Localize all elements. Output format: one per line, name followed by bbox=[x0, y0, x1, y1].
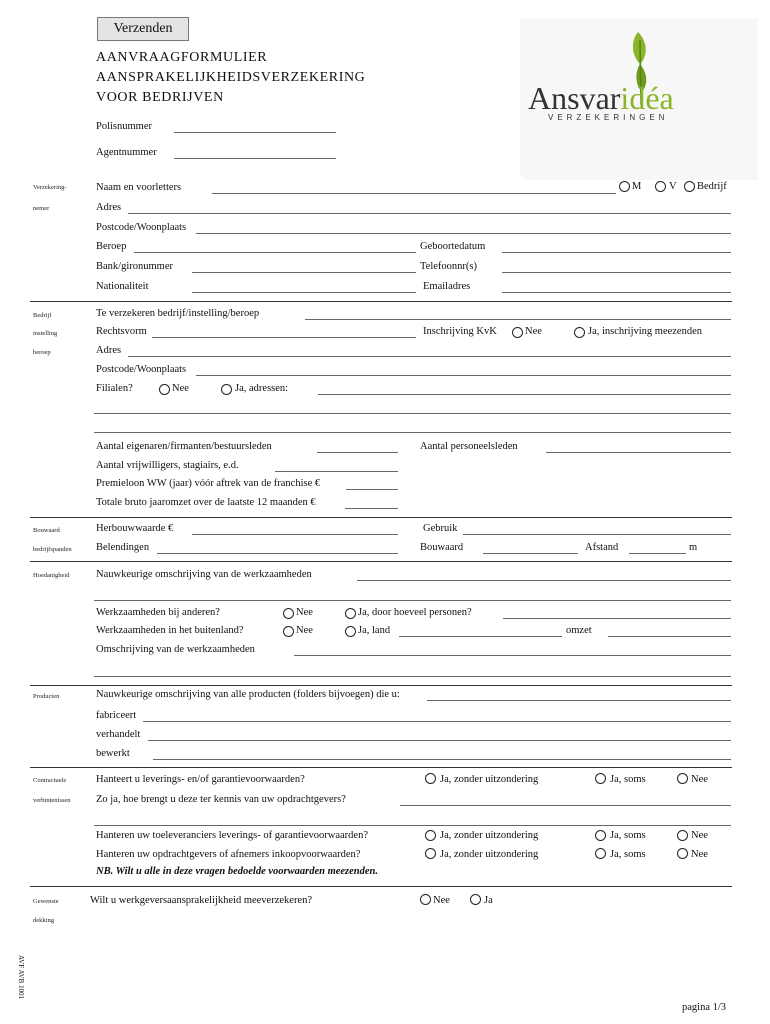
voorwaarden-q3-label: Hanteren uw toeleveranciers leverings- of garantievoorwaarden? bbox=[96, 830, 368, 841]
q1-soms-label: Ja, soms bbox=[610, 774, 646, 785]
q1-nee-radio[interactable] bbox=[677, 773, 688, 784]
q1-soms-radio[interactable] bbox=[595, 773, 606, 784]
gender-v-label: V bbox=[669, 181, 677, 192]
bouwaard-input[interactable] bbox=[483, 553, 578, 554]
nationaliteit-label: Nationaliteit bbox=[96, 281, 149, 292]
geboortedatum-label: Geboortedatum bbox=[420, 241, 486, 252]
gender-v-radio[interactable] bbox=[655, 181, 666, 192]
side-label: verbintenissen bbox=[33, 797, 71, 804]
rechtsvorm-label: Rechtsvorm bbox=[96, 326, 147, 337]
kvk-nee-radio[interactable] bbox=[512, 327, 523, 338]
side-label: nemer bbox=[33, 205, 50, 212]
premieloon-input[interactable] bbox=[346, 489, 398, 490]
jaaromzet-label: Totale bruto jaaromzet over de laatste 12 maanden € bbox=[96, 497, 316, 508]
naam-label: Naam en voorletters bbox=[96, 182, 182, 193]
gebruik-label: Gebruik bbox=[423, 523, 458, 534]
voorwaarden-q4-label: Hanteren uw opdrachtgevers of afnemers inkoopvoorwaarden? bbox=[96, 849, 361, 860]
form-title-line-1: AANVRAAGFORMULIER bbox=[96, 50, 268, 65]
side-label: Bouwaard bbox=[33, 527, 60, 534]
kvk-nee-label: Nee bbox=[525, 326, 542, 337]
producten-bewerkt-input[interactable] bbox=[153, 759, 731, 760]
gender-m-radio[interactable] bbox=[619, 181, 630, 192]
telefoon-label: Telefoonnr(s) bbox=[420, 261, 477, 272]
q1-nee-label: Nee bbox=[691, 774, 708, 785]
naam-input[interactable] bbox=[212, 193, 616, 194]
q3-nee-radio[interactable] bbox=[677, 830, 688, 841]
bank-label: Bank/gironummer bbox=[96, 261, 173, 272]
q4-soms-radio[interactable] bbox=[595, 848, 606, 859]
side-label: Gewenste bbox=[33, 898, 59, 905]
section-divider bbox=[30, 886, 732, 887]
te-verzekeren-label: Te verzekeren bedrijf/instelling/beroep bbox=[96, 308, 260, 319]
kvk-label: Inschrijving KvK bbox=[423, 326, 497, 337]
side-label: Verzekering- bbox=[33, 184, 67, 191]
q3-zonder-uitzondering-radio[interactable] bbox=[425, 830, 436, 841]
producten-fabriceert-label: fabriceert bbox=[96, 710, 137, 721]
kvk-ja-label: Ja, inschrijving meezenden bbox=[588, 326, 703, 337]
adres-input[interactable] bbox=[128, 213, 731, 214]
eigenaren-label: Aantal eigenaren/firmanten/bestuursleden bbox=[96, 441, 272, 452]
section-divider bbox=[30, 767, 732, 768]
rechtsvorm-input[interactable] bbox=[152, 337, 416, 338]
voorwaarden-q2-label: Zo ja, hoe brengt u deze ter kennis van uw opdrachtgevers? bbox=[96, 794, 346, 805]
voorwaarden-note: NB. Wilt u alle in deze vragen bedoelde voorwaarden meezenden. bbox=[96, 866, 379, 877]
filialen-ja-radio[interactable] bbox=[221, 384, 232, 395]
beroep-input[interactable] bbox=[134, 252, 416, 253]
bij-anderen-label: Werkzaamheden bij anderen? bbox=[96, 607, 220, 618]
logo-brand-accent: idéa bbox=[620, 80, 674, 116]
werkgevers-nee-radio[interactable] bbox=[420, 894, 431, 905]
side-label: instelling bbox=[33, 330, 58, 337]
form-title-line-3: VOOR BEDRIJVEN bbox=[96, 90, 224, 105]
werkgevers-nee-label: Nee bbox=[433, 895, 450, 906]
q3-soms-label: Ja, soms bbox=[610, 830, 646, 841]
side-label: Hoedanigheid bbox=[33, 572, 70, 579]
q4-soms-label: Ja, soms bbox=[610, 849, 646, 860]
page-number: pagina 1/3 bbox=[682, 1002, 727, 1013]
q3-zonder-uitzondering-label: Ja, zonder uitzondering bbox=[440, 830, 539, 841]
company-logo bbox=[520, 18, 758, 180]
afstand-unit: m bbox=[689, 542, 698, 553]
q4-zonder-uitzondering-radio[interactable] bbox=[425, 848, 436, 859]
q1-zonder-uitzondering-label: Ja, zonder uitzondering bbox=[440, 774, 539, 785]
belendingen-input[interactable] bbox=[157, 553, 398, 554]
postcode-label: Postcode/Woonplaats bbox=[96, 222, 187, 233]
nationaliteit-input[interactable] bbox=[192, 292, 416, 293]
producten-fabriceert-input[interactable] bbox=[143, 721, 731, 722]
side-label: Bedrijf bbox=[33, 312, 52, 319]
gender-bedrijf-radio[interactable] bbox=[684, 181, 695, 192]
werkzaamheden-omschrijving2-input-2[interactable] bbox=[94, 676, 731, 677]
jaaromzet-input[interactable] bbox=[345, 508, 398, 509]
producten-omschrijving-input[interactable] bbox=[427, 700, 731, 701]
q4-zonder-uitzondering-label: Ja, zonder uitzondering bbox=[440, 849, 539, 860]
buitenland-nee-label: Nee bbox=[296, 625, 313, 636]
werkzaamheden-omschrijving-input-2[interactable] bbox=[94, 600, 731, 601]
afstand-input[interactable] bbox=[629, 553, 686, 554]
bij-anderen-nee-radio[interactable] bbox=[283, 608, 294, 619]
filialen-adres-input-3[interactable] bbox=[94, 432, 731, 433]
agent-input[interactable] bbox=[174, 158, 336, 159]
belendingen-label: Belendingen bbox=[96, 542, 150, 553]
te-verzekeren-input[interactable] bbox=[305, 319, 731, 320]
producten-omschrijving-label: Nauwkeurige omschrijving van alle producten (folders bijvoegen) die u: bbox=[96, 689, 400, 700]
filialen-label: Filialen? bbox=[96, 383, 133, 394]
q4-nee-label: Nee bbox=[691, 849, 708, 860]
bedrijf-adres-input[interactable] bbox=[128, 356, 731, 357]
filialen-adres-input-2[interactable] bbox=[94, 413, 731, 414]
bank-input[interactable] bbox=[192, 272, 416, 273]
producten-verhandelt-input[interactable] bbox=[148, 740, 731, 741]
werkgevers-ja-label: Ja bbox=[484, 895, 493, 906]
voorwaarden-q1-label: Hanteert u leverings- en/of garantievoorwaarden? bbox=[96, 774, 305, 785]
side-label: beroep bbox=[33, 349, 51, 356]
gebruik-input[interactable] bbox=[463, 534, 731, 535]
kvk-ja-radio[interactable] bbox=[574, 327, 585, 338]
buitenland-land-input[interactable] bbox=[399, 636, 562, 637]
premieloon-label: Premieloon WW (jaar) vóór aftrek van de franchise € bbox=[96, 478, 321, 489]
polis-input[interactable] bbox=[174, 132, 336, 133]
form-title-line-2: AANSPRAKELIJKHEIDSVERZEKERING bbox=[96, 70, 366, 85]
email-label: Emailadres bbox=[423, 281, 471, 292]
postcode-input[interactable] bbox=[196, 233, 731, 234]
buitenland-omzet-input[interactable] bbox=[608, 636, 731, 637]
producten-verhandelt-label: verhandelt bbox=[96, 729, 141, 740]
buitenland-nee-radio[interactable] bbox=[283, 626, 294, 637]
side-label: bedrijfspanden bbox=[33, 546, 72, 553]
eigenaren-input[interactable] bbox=[317, 452, 398, 453]
q3-soms-radio[interactable] bbox=[595, 830, 606, 841]
filialen-nee-label: Nee bbox=[172, 383, 189, 394]
filialen-ja-label: Ja, adressen: bbox=[235, 383, 289, 394]
section-divider bbox=[30, 301, 732, 302]
q4-nee-radio[interactable] bbox=[677, 848, 688, 859]
logo-subtitle: VERZEKERINGEN bbox=[548, 113, 669, 122]
adres-label: Adres bbox=[96, 202, 122, 213]
bij-anderen-ja-label: Ja, door hoeveel personen? bbox=[358, 607, 472, 618]
beroep-label: Beroep bbox=[96, 241, 127, 252]
werkgevers-label: Wilt u werkgeversaansprakelijkheid meeverzekeren? bbox=[90, 895, 313, 906]
filialen-adres-input[interactable] bbox=[318, 394, 731, 395]
werkzaamheden-omschrijving-label: Nauwkeurige omschrijving van de werkzaamheden bbox=[96, 569, 312, 580]
section-divider bbox=[30, 517, 732, 518]
producten-bewerkt-label: bewerkt bbox=[96, 748, 130, 759]
bij-anderen-ja-radio[interactable] bbox=[345, 608, 356, 619]
buitenland-omzet-label: omzet bbox=[566, 625, 592, 636]
herbouw-label: Herbouwwaarde € bbox=[96, 523, 174, 534]
telefoon-input[interactable] bbox=[502, 272, 731, 273]
buitenland-ja-label: Ja, land bbox=[358, 625, 391, 636]
geboortedatum-input[interactable] bbox=[502, 252, 731, 253]
personeel-label: Aantal personeelsleden bbox=[420, 441, 518, 452]
q3-nee-label: Nee bbox=[691, 830, 708, 841]
bedrijf-adres-label: Adres bbox=[96, 345, 122, 356]
herbouw-input[interactable] bbox=[192, 534, 398, 535]
voorwaarden-q2-input-2[interactable] bbox=[94, 825, 731, 826]
filialen-nee-radio[interactable] bbox=[159, 384, 170, 395]
gender-m-label: M bbox=[632, 181, 642, 192]
bouwaard-label: Bouwaard bbox=[420, 542, 464, 553]
werkzaamheden-omschrijving-input[interactable] bbox=[357, 580, 731, 581]
bij-anderen-aantal-input[interactable] bbox=[503, 618, 731, 619]
side-label: Contractuele bbox=[33, 777, 67, 784]
q1-zonder-uitzondering-radio[interactable] bbox=[425, 773, 436, 784]
bedrijf-postcode-label: Postcode/Woonplaats bbox=[96, 364, 187, 375]
email-input[interactable] bbox=[502, 292, 731, 293]
section-divider bbox=[30, 561, 732, 562]
bij-anderen-nee-label: Nee bbox=[296, 607, 313, 618]
polis-label: Polisnummer bbox=[96, 121, 153, 132]
side-label: Producten bbox=[33, 693, 60, 700]
gender-bedrijf-label: Bedrijf bbox=[697, 181, 727, 192]
form-code: AVF AVB 1001 bbox=[17, 955, 25, 1000]
vrijwilligers-label: Aantal vrijwilligers, stagiairs, e.d. bbox=[96, 460, 239, 471]
werkzaamheden-omschrijving2-label: Omschrijving van de werkzaamheden bbox=[96, 644, 255, 655]
agent-label: Agentnummer bbox=[96, 147, 157, 158]
submit-button[interactable]: Verzenden bbox=[97, 17, 189, 41]
afstand-label: Afstand bbox=[585, 542, 619, 553]
werkzaamheden-omschrijving2-input[interactable] bbox=[294, 655, 731, 656]
side-label: dekking bbox=[33, 917, 54, 924]
logo-brand: Ansvar bbox=[528, 80, 621, 116]
section-divider bbox=[30, 685, 732, 686]
bedrijf-postcode-input[interactable] bbox=[196, 375, 731, 376]
voorwaarden-q2-input[interactable] bbox=[400, 805, 731, 806]
buitenland-ja-radio[interactable] bbox=[345, 626, 356, 637]
vrijwilligers-input[interactable] bbox=[275, 471, 398, 472]
werkgevers-ja-radio[interactable] bbox=[470, 894, 481, 905]
buitenland-label: Werkzaamheden in het buitenland? bbox=[96, 625, 244, 636]
personeel-input[interactable] bbox=[546, 452, 731, 453]
